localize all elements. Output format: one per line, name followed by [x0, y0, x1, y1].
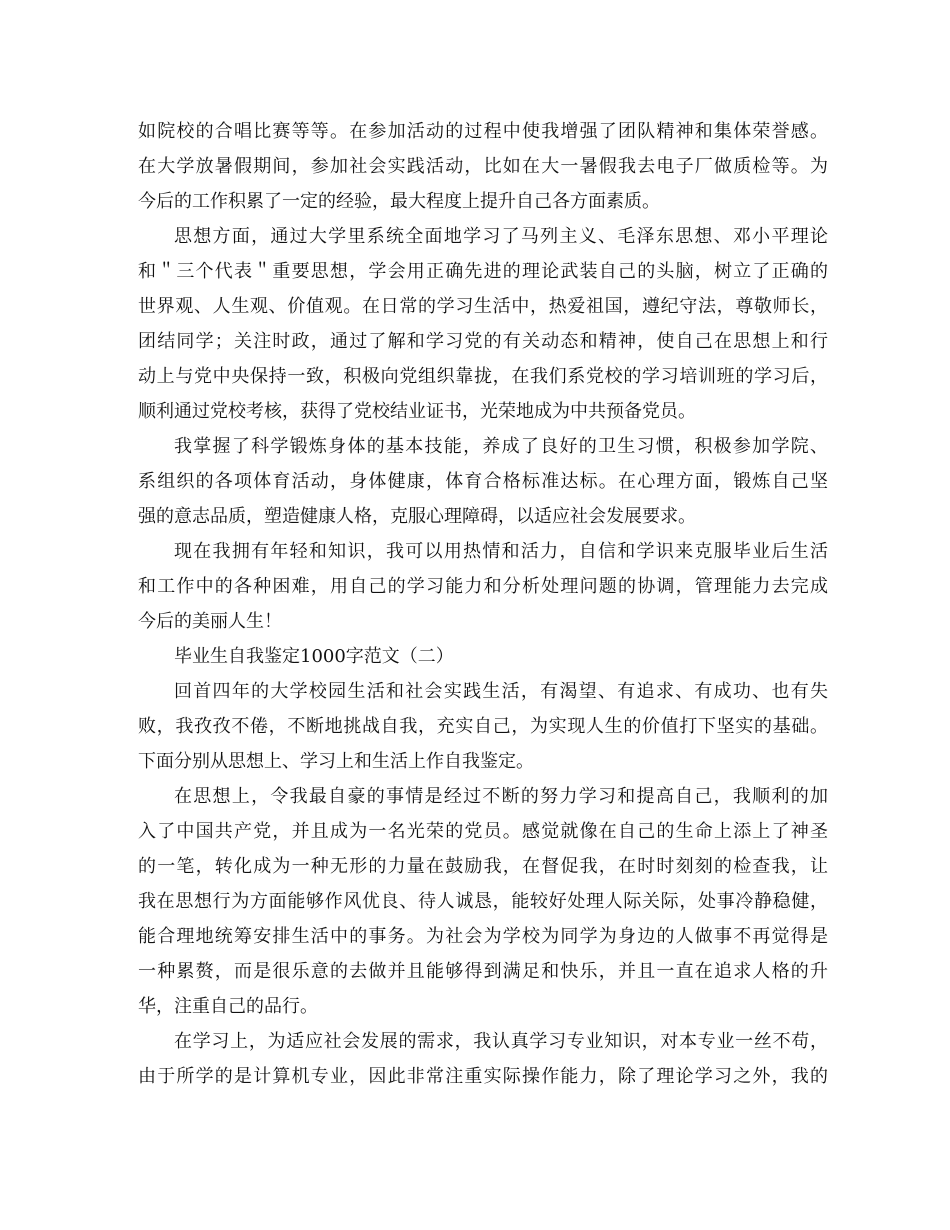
document-body	[138, 114, 828, 1094]
text-line: 动上与党中央保持一致，积极向党组织靠拢，在我们系党校的学习培训班的学习后，	[138, 366, 828, 387]
text-line: 顺利通过党校考核，获得了党校结业证书，光荣地成为中共预备党员。	[138, 401, 696, 422]
text-line: 回首四年的大学校园生活和社会实践生活，有渴望、有追求、有成功、也有失	[174, 681, 828, 702]
text-line: 我掌握了科学锻炼身体的基本技能，养成了良好的卫生习惯，积极参加学院、	[174, 436, 828, 457]
text-line: 的一笔，转化成为一种无形的力量在鼓励我，在督促我，在时时刻刻的检查我，让	[138, 856, 828, 877]
text-line: 能合理地统筹安排生活中的事务。为社会为学校为同学为身边的人做事不再觉得是	[138, 926, 828, 947]
text-line: 和工作中的各种困难，用自己的学习能力和分析处理问题的协调，管理能力去完成	[138, 576, 828, 597]
text-line: 华，注重自己的品行。	[138, 996, 318, 1017]
text-line: 如院校的合唱比赛等等。在参加活动的过程中使我增强了团队精神和集体荣誉感。	[138, 121, 828, 142]
text-line: 今后的工作积累了一定的经验，最大程度上提升自己各方面素质。	[138, 191, 660, 212]
text-line: 现在我拥有年轻和知识，我可以用热情和活力，自信和学识来克服毕业后生活	[174, 541, 828, 562]
text-line: 系组织的各项体育活动，身体健康，体育合格标准达标。在心理方面，锻炼自己坚	[138, 471, 828, 492]
text-line: 在思想上，令我最自豪的事情是经过不断的努力学习和提高自己，我顺利的加	[174, 786, 828, 807]
text-line: 下面分别从思想上、学习上和生活上作自我鉴定。	[138, 751, 534, 772]
text-line: 由于所学的是计算机专业，因此非常注重实际操作能力，除了理论学习之外，我的	[138, 1066, 828, 1087]
text-line: 毕业生自我鉴定1000字范文（二）	[174, 646, 454, 667]
text-line: 在学习上，为适应社会发展的需求，我认真学习专业知识，对本专业一丝不苟，	[174, 1031, 828, 1052]
text-line: 思想方面，通过大学里系统全面地学习了马列主义、毛泽东思想、邓小平理论	[174, 226, 828, 247]
text-line: 今后的美丽人生！	[138, 611, 282, 632]
text-line: 在大学放暑假期间，参加社会实践活动，比如在大一暑假我去电子厂做质检等。为	[138, 156, 828, 177]
text-line: 和＂三个代表＂重要思想，学会用正确先进的理论武装自己的头脑，树立了正确的	[138, 261, 828, 282]
text-line: 强的意志品质，塑造健康人格，克服心理障碍，以适应社会发展要求。	[138, 506, 696, 527]
text-line: 败，我孜孜不倦，不断地挑战自我，充实自己，为实现人生的价值打下坚实的基础。	[138, 716, 828, 737]
text-line: 一种累赘，而是很乐意的去做并且能够得到满足和快乐，并且一直在追求人格的升	[138, 961, 828, 982]
text-line: 世界观、人生观、价值观。在日常的学习生活中，热爱祖国，遵纪守法，尊敬师长，	[138, 296, 828, 317]
text-line: 我在思想行为方面能够作风优良、待人诚恳，能较好处理人际关际，处事冷静稳健，	[138, 891, 828, 912]
text-line: 团结同学；关注时政，通过了解和学习党的有关动态和精神，使自己在思想上和行	[138, 331, 828, 352]
text-line: 入了中国共产党，并且成为一名光荣的党员。感觉就像在自己的生命上添上了神圣	[138, 821, 828, 842]
